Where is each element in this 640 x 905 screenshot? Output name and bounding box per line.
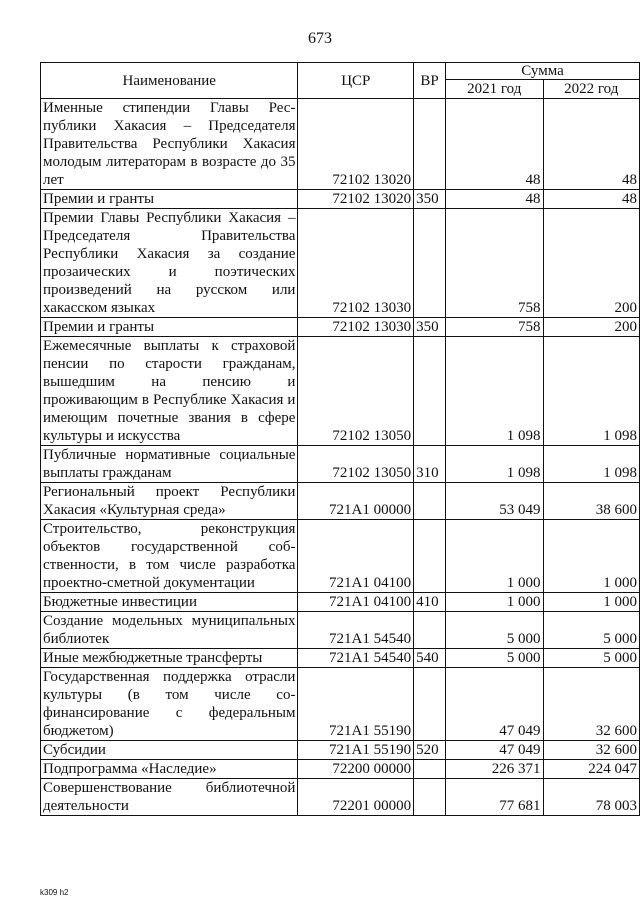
row-name: Субсидии	[41, 741, 298, 760]
row-csr: 72200 00000	[298, 760, 414, 779]
row-amount-2022: 78 003	[543, 779, 640, 816]
row-amount-2022: 48	[543, 190, 640, 209]
row-amount-2021: 1 098	[446, 337, 543, 446]
row-csr: 721А1 04100	[298, 520, 414, 593]
row-csr: 721А1 54540	[298, 649, 414, 668]
row-amount-2021: 226 371	[446, 760, 543, 779]
row-amount-2022: 200	[543, 209, 640, 318]
table-row	[41, 190, 640, 209]
row-amount-2021: 1 098	[446, 446, 543, 483]
row-vr: 540	[414, 649, 446, 668]
row-amount-2021: 758	[446, 318, 543, 337]
row-amount-2022: 1 000	[543, 593, 640, 612]
row-csr: 721А1 04100	[298, 593, 414, 612]
table-row	[41, 99, 640, 190]
row-vr: 350	[414, 190, 446, 209]
row-name: Премии Главы Республики Хакасия – Председателя Правительства Республики Хакасия за создание прозаических и поэтических произведений на русском или хакасском языках	[41, 209, 298, 318]
row-vr	[414, 779, 446, 816]
row-amount-2021: 48	[446, 99, 543, 190]
row-amount-2022: 48	[543, 99, 640, 190]
table-row	[41, 668, 640, 741]
table-row	[41, 612, 640, 649]
row-name: Строительство, реконструкция объектов государственной собственности, в том числе разработка проектно-сметной документации	[41, 520, 298, 593]
row-csr: 72102 13020	[298, 190, 414, 209]
row-name: Публичные нормативные социальные выплаты гражданам	[41, 446, 298, 483]
row-csr: 72102 13030	[298, 209, 414, 318]
row-amount-2022: 32 600	[543, 741, 640, 760]
row-csr: 72102 13030	[298, 318, 414, 337]
row-amount-2021: 758	[446, 209, 543, 318]
table-row	[41, 337, 640, 446]
header-vr: ВР	[414, 63, 446, 99]
row-name: Государственная поддержка отрасли культуры (в том числе софинансирование с федеральным бюджетом)	[41, 668, 298, 741]
row-vr: 520	[414, 741, 446, 760]
row-vr	[414, 612, 446, 649]
row-name: Региональный проект Республики Хакасия «Культурная среда»	[41, 483, 298, 520]
row-amount-2022: 5 000	[543, 649, 640, 668]
row-amount-2022: 1 000	[543, 520, 640, 593]
row-csr: 72102 13020	[298, 99, 414, 190]
row-csr: 72201 00000	[298, 779, 414, 816]
header-name: Наименование	[41, 63, 298, 99]
table-row	[41, 779, 640, 816]
row-name: Премии и гранты	[41, 190, 298, 209]
table-row	[41, 483, 640, 520]
row-csr: 72102 13050	[298, 337, 414, 446]
row-vr: 350	[414, 318, 446, 337]
row-amount-2021: 77 681	[446, 779, 543, 816]
row-amount-2022: 32 600	[543, 668, 640, 741]
header-sum: Сумма	[446, 63, 640, 80]
row-csr: 721А1 54540	[298, 612, 414, 649]
budget-table	[40, 62, 640, 816]
table-row	[41, 593, 640, 612]
row-csr: 721А1 00000	[298, 483, 414, 520]
row-name: Совершенствование библиотечной деятельности	[41, 779, 298, 816]
row-vr	[414, 760, 446, 779]
table-row	[41, 446, 640, 483]
row-vr	[414, 668, 446, 741]
row-amount-2021: 1 000	[446, 520, 543, 593]
row-amount-2021: 48	[446, 190, 543, 209]
row-amount-2022: 224 047	[543, 760, 640, 779]
header-year-2021: 2021 год	[446, 80, 543, 99]
row-vr	[414, 520, 446, 593]
table-row	[41, 318, 640, 337]
row-vr	[414, 483, 446, 520]
table-row	[41, 649, 640, 668]
row-name: Иные межбюджетные трансферты	[41, 649, 298, 668]
row-name: Подпрограмма «Наследие»	[41, 760, 298, 779]
table-row	[41, 520, 640, 593]
row-name: Бюджетные инвестиции	[41, 593, 298, 612]
header-year-2022: 2022 год	[543, 80, 640, 99]
row-amount-2022: 200	[543, 318, 640, 337]
row-amount-2021: 5 000	[446, 612, 543, 649]
row-csr: 721А1 55190	[298, 668, 414, 741]
row-amount-2021: 53 049	[446, 483, 543, 520]
footer-code: k309 h2	[40, 888, 69, 897]
row-name: Ежемесячные выплаты к страховой пенсии по старости гражданам, вышедшим на пенсию и проживающим в Республике Хакасия и имеющим почетные звания в сфере культуры и искусства	[41, 337, 298, 446]
row-amount-2021: 1 000	[446, 593, 543, 612]
row-vr: 410	[414, 593, 446, 612]
row-vr	[414, 337, 446, 446]
table-row	[41, 741, 640, 760]
table-row	[41, 760, 640, 779]
row-vr	[414, 99, 446, 190]
table-body	[41, 99, 640, 816]
row-amount-2022: 1 098	[543, 337, 640, 446]
row-name: Именные стипендии Главы Республики Хакасия – Председателя Правительства Республики Хакасия молодым литераторам в возрасте до 35 лет	[41, 99, 298, 190]
header-csr: ЦСР	[298, 63, 414, 99]
row-amount-2022: 1 098	[543, 446, 640, 483]
row-vr	[414, 209, 446, 318]
row-csr: 721А1 55190	[298, 741, 414, 760]
row-amount-2021: 47 049	[446, 668, 543, 741]
row-csr: 72102 13050	[298, 446, 414, 483]
row-vr: 310	[414, 446, 446, 483]
page-number: 673	[308, 30, 332, 47]
row-amount-2021: 5 000	[446, 649, 543, 668]
table-row	[41, 209, 640, 318]
row-amount-2021: 47 049	[446, 741, 543, 760]
row-name: Премии и гранты	[41, 318, 298, 337]
row-name: Создание модельных муниципальных библиотек	[41, 612, 298, 649]
row-amount-2022: 38 600	[543, 483, 640, 520]
row-amount-2022: 5 000	[543, 612, 640, 649]
